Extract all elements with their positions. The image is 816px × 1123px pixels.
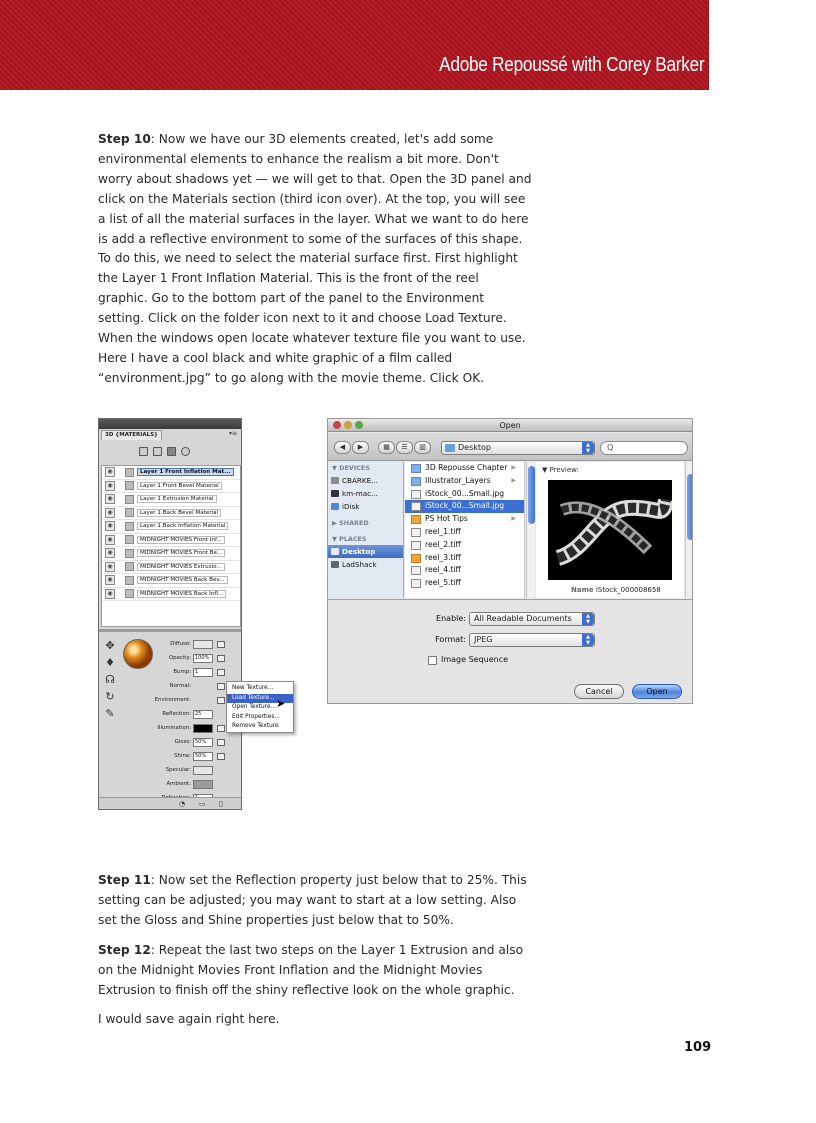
folder-icon[interactable] — [217, 753, 225, 760]
reflection-row — [139, 709, 235, 719]
tiff-file-icon — [411, 554, 421, 563]
folder-icon[interactable] — [217, 683, 225, 690]
panel-titlebar — [99, 419, 241, 429]
step-11-paragraph — [98, 871, 532, 931]
file-item[interactable] — [405, 475, 524, 488]
file-name: PS Hot Tips — [425, 514, 468, 524]
image-sequence-checkbox[interactable] — [428, 656, 437, 665]
material-row[interactable] — [102, 534, 240, 548]
material-select-tool-icon[interactable]: ☊ — [105, 673, 115, 686]
material-row[interactable] — [102, 561, 240, 575]
eye-icon[interactable]: ◉ — [105, 575, 115, 585]
step-10-text: : Now we have our 3D elements created, let's add some environmental elements to enhance the realism a bit more. Don't worry about shadows yet — we will get to that. Open the 3D panel and click on the Materials section (third icon over). At the top, you will see a list of all the material surfaces in the layer. What we want to do here is add a reflective environment to some of the surfaces of this shape. To do this, we need to select the material surface first. First highlight the Layer 1 Front Inflation Material. This is the front of the reel graphic. Go to the bottom part of the panel to the Environment setting. Click on the folder icon next to it and choose Load Texture. When the windows open locate whatever texture file you want to use. Here I have a cool black and white graphic of a film called “environment.jpg” to go along with the movie theme. Click OK. — [98, 132, 532, 385]
sidebar-item-desktop[interactable] — [328, 545, 403, 558]
step-12-label: Step 12 — [98, 942, 151, 957]
folder-icon[interactable] — [217, 669, 225, 676]
file-name: 3D Repousse Chapter — [425, 463, 508, 472]
material-swatch-icon — [125, 468, 134, 477]
enable-value: All Readable Documents — [474, 614, 572, 623]
scrollbar-thumb[interactable] — [528, 466, 535, 524]
folder-icon[interactable] — [217, 641, 225, 648]
lights-icon[interactable] — [181, 447, 190, 456]
list-view-button[interactable]: ☰ — [396, 441, 413, 454]
step-12-text: : Repeat the last two steps on the Layer 1 Extrusion and also on the Midnight Movies Front Inflation and the Midnight Movies Extrusion to finish off the shiny reflective look on the whole graphic. — [98, 942, 524, 997]
material-label: Layer 1 Back Bevel Material — [137, 509, 221, 517]
location-label: Desktop — [458, 443, 491, 452]
opacity-row — [139, 653, 235, 663]
specular-label: Specular: — [165, 767, 191, 773]
eye-icon[interactable]: ◉ — [105, 535, 115, 545]
material-row[interactable] — [102, 507, 240, 521]
gloss-field[interactable]: 50% — [193, 738, 213, 747]
bump-field[interactable]: 1 — [193, 668, 213, 677]
tiff-file-icon — [411, 528, 421, 537]
file-name: reel_4.tiff — [425, 565, 461, 575]
render-icon[interactable]: ◔ — [179, 800, 186, 808]
sidebar-item-ladshack[interactable] — [328, 558, 403, 571]
shine-row — [139, 751, 235, 761]
location-popup[interactable] — [441, 441, 595, 455]
eye-icon[interactable]: ◉ — [105, 521, 115, 531]
file-item-selected[interactable] — [405, 500, 524, 513]
opacity-field[interactable]: 100% — [193, 654, 213, 663]
step-11-label: Step 11 — [98, 873, 151, 887]
sidebar-item-label: CBARKE... — [342, 476, 378, 485]
material-row[interactable] — [102, 480, 240, 494]
menu-item-new-texture[interactable]: New Texture... — [232, 685, 274, 691]
material-label: MIDNIGHT MOVIES Back Bev... — [137, 576, 228, 584]
folder-icon — [411, 464, 421, 473]
jpeg-file-icon — [411, 490, 421, 499]
open-button[interactable]: Open — [632, 684, 682, 699]
column-view-button[interactable]: ▥ — [414, 441, 431, 454]
step-10-block — [98, 130, 532, 399]
chevron-right-icon: ▶ — [511, 476, 516, 484]
steps-11-12-block — [98, 871, 532, 1040]
specular-row — [139, 765, 235, 775]
file-name: reel_2.tiff — [425, 539, 461, 549]
folder-icon — [411, 515, 421, 524]
material-label: Layer 1 Back Inflation Material — [137, 522, 228, 530]
materials-icon[interactable] — [167, 447, 176, 456]
material-row[interactable] — [102, 547, 240, 561]
folder-icon — [411, 477, 421, 486]
file-item[interactable] — [405, 539, 524, 552]
file-item[interactable] — [405, 488, 524, 501]
material-swatch-icon — [125, 562, 134, 571]
close-window-icon[interactable] — [333, 421, 341, 429]
format-value: JPEG — [474, 635, 493, 644]
file-name: iStock_00...Small.jpg — [425, 501, 505, 511]
jpeg-file-icon — [411, 502, 421, 511]
idisk-icon — [331, 503, 339, 510]
preview-scrollbar[interactable] — [685, 462, 693, 598]
gloss-row — [139, 737, 235, 747]
format-label: Format: — [435, 635, 466, 644]
roll-tool-icon[interactable]: ↻ — [105, 690, 115, 703]
material-label: Layer 1 Front Bevel Material — [137, 482, 222, 490]
file-item[interactable] — [405, 526, 524, 539]
material-label: MIDNIGHT MOVIES Front Be... — [137, 549, 225, 557]
material-row[interactable] — [102, 520, 240, 534]
preview-label: ▼ Preview: — [542, 466, 579, 474]
material-swatch-icon — [125, 481, 134, 490]
panel-divider[interactable] — [99, 629, 242, 632]
popup-arrows-icon: ▲ ▼ — [582, 613, 594, 625]
material-swatch-icon — [125, 589, 134, 598]
environment-row — [139, 695, 235, 705]
material-swatch-icon — [125, 508, 134, 517]
step-11-text: : Now set the Reflection property just below that to 25%. This setting can be adjusted; you may want to start at a low setting. Also set the Gloss and Shine properties just below that to 50%. — [98, 873, 527, 927]
home-icon — [331, 561, 339, 568]
folder-icon[interactable] — [217, 655, 225, 662]
format-row — [328, 633, 693, 649]
dialog-title: Open — [499, 421, 521, 430]
dialog-sidebar — [328, 462, 404, 598]
material-tools — [103, 639, 119, 724]
enable-row — [328, 612, 693, 628]
zoom-window-icon[interactable] — [355, 421, 363, 429]
material-row[interactable] — [102, 466, 240, 480]
file-column-scrollbar[interactable] — [526, 462, 535, 598]
illumination-label: Illumination: — [157, 725, 191, 731]
file-item[interactable] — [405, 577, 524, 590]
material-properties — [99, 633, 242, 803]
chevron-right-icon: ▶ — [511, 515, 516, 523]
eye-icon[interactable]: ◉ — [105, 494, 115, 504]
new-icon[interactable]: ▭ — [199, 800, 206, 808]
dialog-titlebar — [328, 419, 692, 432]
closing-paragraph: I would save again right here. — [98, 1012, 280, 1027]
tiff-file-icon — [411, 579, 421, 588]
material-drop-tool-icon[interactable]: ♦ — [105, 656, 115, 669]
eye-icon[interactable]: ◉ — [105, 508, 115, 518]
format-select[interactable] — [469, 633, 595, 647]
folder-icon[interactable] — [217, 725, 225, 732]
tiff-file-icon — [411, 541, 421, 550]
material-swatch-icon — [125, 576, 134, 585]
panel-bottom-bar — [99, 797, 242, 809]
diffuse-label: Diffuse: — [170, 641, 191, 647]
places-heading[interactable]: ▼ PLACES — [332, 535, 367, 543]
sidebar-item-label: km-mac... — [342, 489, 378, 498]
preview-name-value: iStock_000008658 — [595, 586, 661, 594]
material-swatch-icon — [125, 535, 134, 544]
illumination-row — [139, 723, 235, 733]
eye-icon[interactable]: ◉ — [105, 481, 115, 491]
file-item[interactable] — [405, 513, 524, 526]
minimize-window-icon[interactable] — [344, 421, 352, 429]
desktop-icon — [331, 548, 339, 555]
sidebar-item-label: iDisk — [342, 502, 360, 511]
open-options — [328, 599, 693, 704]
eyedropper-tool-icon[interactable]: ✎ — [105, 707, 115, 720]
image-sequence-row — [328, 654, 693, 670]
step-12-paragraph — [98, 941, 532, 1001]
file-column — [405, 462, 525, 598]
file-name: reel_5.tiff — [425, 578, 461, 588]
ambient-label: Ambient: — [166, 781, 191, 787]
dialog-toolbar — [328, 433, 693, 461]
chevron-right-icon: ▶ — [511, 464, 516, 471]
step-10-label: Step 10 — [98, 132, 151, 146]
specular-swatch[interactable] — [193, 766, 213, 775]
page-number: 109 — [684, 1040, 712, 1055]
menu-item-load-texture[interactable]: Load Texture... — [227, 694, 293, 704]
preview-name-key: Name — [571, 586, 594, 594]
panel-menu-icon[interactable]: ▾≡ — [229, 430, 238, 437]
sidebar-item-device[interactable] — [328, 500, 403, 513]
opacity-label: Opacity: — [168, 655, 191, 661]
shared-heading[interactable]: ▶ SHARED — [332, 519, 369, 527]
material-label: MIDNIGHT MOVIES Extrusio... — [137, 563, 225, 571]
computer-icon — [331, 490, 339, 497]
material-swatch-icon — [125, 495, 134, 504]
file-name: iStock_00...Small.jpg — [425, 488, 505, 498]
menu-item-open-texture[interactable]: Open Texture... — [232, 704, 277, 710]
normal-label: Normal: — [169, 683, 191, 689]
mouse-cursor-icon: ➤ — [276, 697, 286, 710]
devices-heading[interactable]: ▼ DEVICES — [332, 464, 370, 472]
material-label: MIDNIGHT MOVIES Front Inf... — [137, 536, 225, 544]
file-name: reel_3.tiff — [425, 552, 461, 562]
film-strip-preview-image — [548, 480, 672, 580]
material-row[interactable] — [102, 574, 240, 588]
sidebar-item-label: Desktop — [342, 547, 376, 556]
scene-icon[interactable] — [139, 447, 148, 456]
diffuse-row — [139, 639, 235, 649]
trash-icon[interactable]: ▯ — [219, 800, 223, 808]
material-label: Layer 1 Extrusion Material — [137, 495, 217, 503]
menu-item-remove-texture[interactable]: Remove Texture — [232, 723, 279, 729]
sidebar-item-device[interactable] — [328, 474, 403, 487]
rotate-tool-icon[interactable]: ✥ — [105, 639, 115, 652]
eye-icon[interactable]: ◉ — [105, 467, 115, 477]
drive-icon — [331, 477, 339, 484]
cancel-button[interactable]: Cancel — [574, 684, 624, 699]
gloss-label: Gloss: — [174, 739, 191, 745]
ambient-row — [139, 779, 235, 789]
file-name: reel_1.tiff — [425, 526, 461, 536]
material-row[interactable] — [102, 588, 240, 602]
3d-materials-panel — [98, 418, 242, 810]
material-row[interactable] — [102, 493, 240, 507]
bump-row — [139, 667, 235, 677]
reflection-field[interactable]: 25 — [193, 710, 213, 719]
sidebar-item-label: LadShack — [342, 560, 377, 569]
illumination-swatch[interactable] — [193, 724, 213, 733]
reflection-label: Reflection: — [162, 711, 191, 717]
materials-list — [101, 465, 241, 627]
forward-button[interactable]: ▶ — [352, 441, 369, 454]
panel-toolbar — [139, 447, 209, 459]
bump-label: Bump: — [173, 669, 191, 675]
search-input[interactable]: Q — [600, 441, 688, 455]
material-label: MIDNIGHT MOVIES Back Infl... — [137, 590, 226, 598]
sidebar-item-device[interactable] — [328, 487, 403, 500]
tiff-file-icon — [411, 566, 421, 575]
file-item[interactable] — [405, 462, 524, 475]
popup-arrows-icon: ▲ ▼ — [582, 442, 594, 454]
file-name: Illustrator_Layers — [425, 475, 491, 485]
normal-row — [139, 681, 235, 691]
chapter-title: Adobe Repoussé with Corey Barker — [438, 54, 704, 76]
ambient-swatch[interactable] — [193, 780, 213, 789]
file-item[interactable] — [405, 564, 524, 577]
enable-label: Enable: — [436, 614, 466, 623]
step-10-paragraph — [98, 130, 532, 389]
eye-icon[interactable]: ◉ — [105, 589, 115, 599]
material-swatch-icon — [125, 522, 134, 531]
panel-tab-3d-materials[interactable]: 3D {MATERIALS} — [101, 430, 162, 440]
open-dialog — [327, 418, 693, 704]
material-swatch-icon — [125, 549, 134, 558]
scrollbar-thumb[interactable] — [687, 474, 693, 540]
popup-arrows-icon: ▲ ▼ — [582, 634, 594, 646]
environment-label: Environment: — [154, 697, 191, 703]
shine-label: Shine: — [174, 753, 191, 759]
file-item[interactable] — [405, 552, 524, 565]
icon-view-button[interactable]: ▦ — [378, 441, 395, 454]
mesh-icon[interactable] — [153, 447, 162, 456]
image-sequence-label: Image Sequence — [441, 655, 509, 664]
enable-select[interactable] — [469, 612, 595, 626]
preview-filename — [571, 586, 661, 594]
environment-folder-icon[interactable] — [217, 697, 225, 704]
menu-item-edit-properties[interactable]: Edit Properties... — [232, 713, 280, 720]
header-rule — [708, 0, 709, 90]
back-button[interactable]: ◀ — [334, 441, 351, 454]
material-label: Layer 1 Front Inflation Mat... — [137, 468, 234, 476]
preview-column — [536, 462, 684, 598]
folder-icon[interactable] — [217, 739, 225, 746]
eye-icon[interactable]: ◉ — [105, 548, 115, 558]
eye-icon[interactable]: ◉ — [105, 562, 115, 572]
folder-icon — [445, 444, 455, 452]
shine-field[interactable]: 50% — [193, 752, 213, 761]
diffuse-swatch[interactable] — [193, 640, 213, 649]
